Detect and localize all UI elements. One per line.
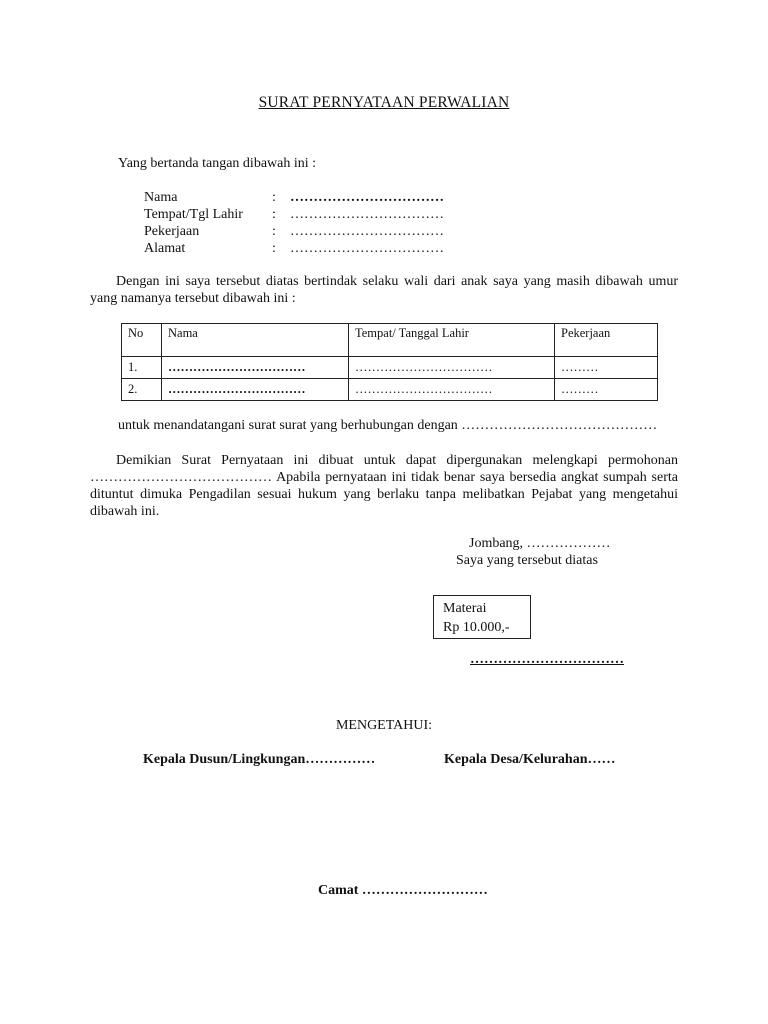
table-row (122, 379, 658, 401)
table-header-cell: Tempat/ Tanggal Lahir (349, 324, 555, 357)
field-row-pekerjaan (144, 223, 444, 240)
table-cell: …………………………… (162, 357, 349, 379)
field-label: Alamat (144, 241, 186, 256)
identity-fields (144, 189, 444, 257)
table-cell: ……… (555, 357, 658, 379)
field-row-nama (144, 189, 444, 206)
table-cell: 2. (122, 379, 162, 401)
paragraph-purpose: untuk menandatangani surat surat yang berhubungan dengan …………………………………… (118, 418, 658, 433)
table-row (122, 357, 658, 379)
place-date: Jombang, ……………… (469, 536, 611, 551)
field-label: Nama (144, 190, 178, 205)
field-label: Tempat/Tgl Lahir (144, 207, 243, 222)
table-header-cell: Pekerjaan (555, 324, 658, 357)
table-header-cell: No (122, 324, 162, 357)
table-header-cell: Nama (162, 324, 349, 357)
field-value: …………………………… (290, 241, 444, 256)
signature-name-line: …………………………… (470, 652, 624, 667)
kepala-desa-label: Kepala Desa/Kelurahan…… (444, 752, 616, 767)
document-title: SURAT PERNYATAAN PERWALIAN (258, 94, 510, 111)
field-colon: : (272, 224, 276, 239)
mengetahui-heading: MENGETAHUI: (335, 718, 433, 733)
materai-amount: Rp 10.000,- (443, 620, 510, 635)
table-cell: …………………………… (349, 357, 555, 379)
table-cell: …………………………… (162, 379, 349, 401)
field-colon: : (272, 190, 276, 205)
field-value: …………………………… (290, 224, 444, 239)
table-cell: 1. (122, 357, 162, 379)
field-colon: : (272, 241, 276, 256)
field-row-alamat (144, 240, 444, 257)
field-row-tempat-tgl-lahir (144, 206, 444, 223)
field-value: …………………………… (290, 190, 444, 205)
camat-label: Camat ……………………… (318, 883, 488, 898)
paragraph-closing: Demikian Surat Pernyataan ini dibuat untuk dapat dipergunakan melengkapi permohonan ………………………………… Apabila pernyataan ini tidak benar saya bersedia angkat sumpah serta dituntut dimuka Pengadilan sesuai hukum yang berlaku tanpa melibatkan Pejabat yang mengetahui dibawah ini. (90, 453, 678, 519)
materai-stamp-box (433, 595, 531, 639)
field-label: Pekerjaan (144, 224, 200, 239)
intro-text: Yang bertanda tangan dibawah ini : (118, 156, 317, 171)
kepala-dusun-label: Kepala Dusun/Lingkungan…………… (143, 752, 376, 767)
table-header-row (122, 324, 658, 357)
paragraph-wali: Dengan ini saya tersebut diatas bertindak selaku wali dari anak saya yang masih dibawah umur yang namanya tersebut dibawah ini : (90, 274, 678, 306)
field-colon: : (272, 207, 276, 222)
children-table (121, 323, 658, 401)
table-cell: ……… (555, 379, 658, 401)
signer-label: Saya yang tersebut diatas (456, 553, 598, 568)
table-cell: …………………………… (349, 379, 555, 401)
materai-label: Materai (443, 601, 487, 616)
field-value: …………………………… (290, 207, 444, 222)
